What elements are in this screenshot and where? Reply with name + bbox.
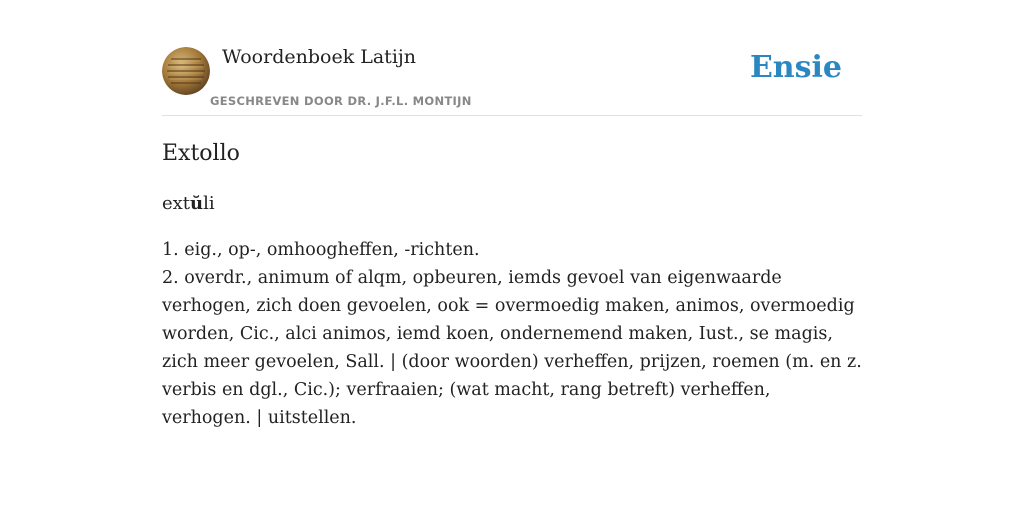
latin-coin-logo-icon[interactable] — [162, 47, 210, 95]
word-form-suffix: li — [203, 193, 215, 214]
entry-title: Extollo — [162, 141, 240, 166]
entry-word-form — [162, 190, 862, 218]
ensie-brand-link[interactable]: Ensie — [749, 50, 842, 85]
dictionary-entry — [162, 138, 862, 432]
word-form-prefix: ext — [162, 193, 191, 214]
book-title[interactable]: Woordenboek Latijn — [222, 46, 417, 68]
definition-2: 2. overdr., animum of alqm, opbeuren, iemds gevoel van eigenwaarde verhogen, zich doen gevoelen, ook = overmoedig maken, animos, overmoedig worden, Cic., alci animos, iemd koen, ondernemend maken, Iust., se magis, zich meer gevoelen, Sall. | (door woorden) verheffen, prijzen, roemen (m. en z. verbis en dgl., Cic.); verfraaien; (wat macht, rang betreft) verheffen, verhogen. | uitstellen. — [162, 268, 862, 428]
definition-1: 1. eig., op-, omhoogheffen, -richten. — [162, 240, 480, 260]
author-line[interactable]: GESCHREVEN DOOR DR. J.F.L. MONTIJN — [210, 94, 472, 108]
site-header — [162, 40, 862, 116]
entry-definitions — [162, 236, 862, 432]
word-form-marked-vowel: ŭ — [190, 193, 204, 214]
